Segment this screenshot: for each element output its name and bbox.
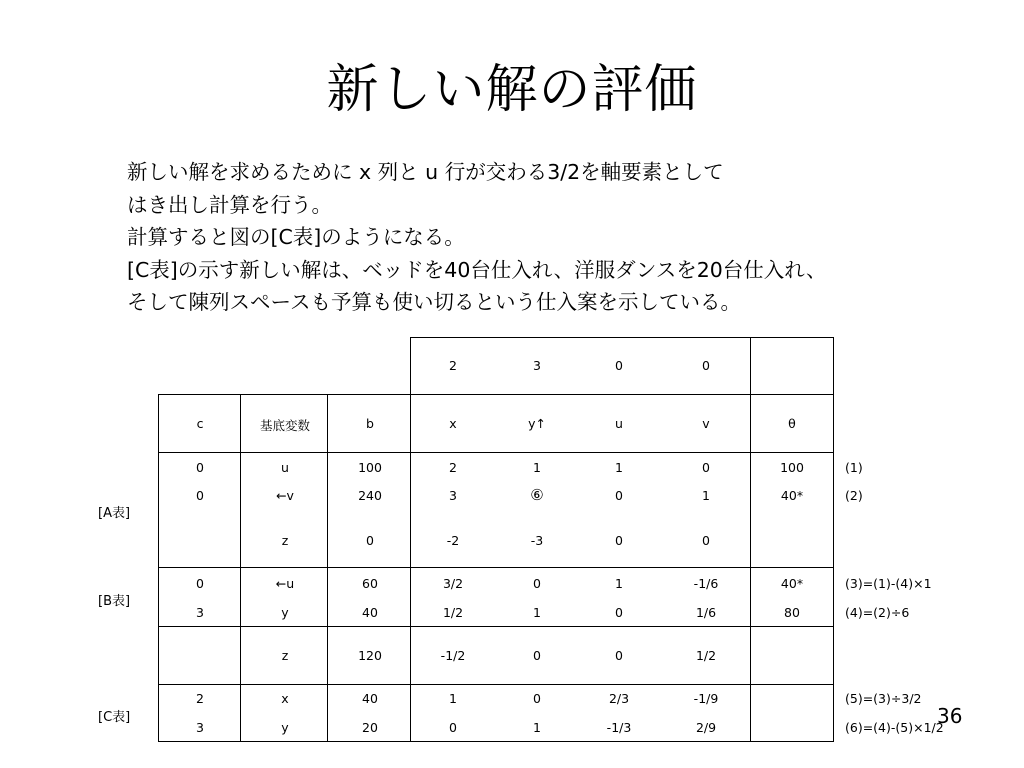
cell: 20	[362, 720, 378, 735]
cell: u	[281, 460, 289, 475]
cost-cell-v: 0	[702, 358, 710, 373]
row-note: (3)=(1)-(4)×1	[845, 576, 932, 591]
cell: 1/2	[695, 648, 717, 663]
cell: ←v	[276, 488, 294, 503]
cell: 2/3	[608, 691, 630, 706]
header-x: x	[449, 416, 457, 431]
cell: z	[281, 533, 289, 548]
body-line: そして陳列スペースも予算も使い切るという仕入案を示している。	[127, 290, 741, 314]
cell: 0	[615, 605, 623, 620]
cell: -1/2	[440, 648, 466, 663]
cell: 0	[533, 648, 541, 663]
cell: 3	[196, 605, 204, 620]
table-line	[240, 394, 241, 741]
cell: 2	[449, 460, 457, 475]
cost-cell-y: 3	[533, 358, 541, 373]
cell: 1	[702, 488, 710, 503]
cell: x	[281, 691, 289, 706]
body-line: 計算すると図の[C表]のようになる。	[127, 225, 465, 249]
cell: 0	[615, 533, 623, 548]
table-line	[410, 337, 411, 741]
cell: 40	[362, 605, 378, 620]
cell: 0	[366, 533, 374, 548]
table-line	[327, 394, 328, 741]
cell: 1	[615, 460, 623, 475]
table-line	[158, 741, 834, 742]
cell: -3	[530, 533, 544, 548]
section-label-a: [A表]	[98, 506, 131, 521]
cell: 3	[196, 720, 204, 735]
cell: 0	[533, 691, 541, 706]
table-line	[158, 684, 834, 685]
cell: 120	[358, 648, 382, 663]
slide-title: 新しい解の評価	[326, 60, 698, 120]
cost-cell-u: 0	[615, 358, 623, 373]
cell: 1	[449, 691, 457, 706]
table-line	[410, 337, 834, 338]
cell: -1/3	[606, 720, 632, 735]
cell: 2	[196, 691, 204, 706]
row-note: (4)=(2)÷6	[845, 605, 910, 620]
header-y: y↑	[528, 416, 546, 431]
cell: 40*	[780, 488, 804, 503]
cell: 0	[702, 533, 710, 548]
header-basis: 基底変数	[259, 418, 311, 433]
cell: 2/9	[695, 720, 717, 735]
body-line: [C表]の示す新しい解は、ベッドを40台仕入れ、洋服ダンスを20台仕入れ、	[127, 257, 827, 282]
cell: -2	[446, 533, 460, 548]
cell: 0	[615, 488, 623, 503]
cell: y	[281, 720, 289, 735]
row-note: (1)	[845, 460, 863, 475]
page-number: 36	[937, 704, 963, 728]
header-b: b	[366, 416, 374, 431]
cell: -1/9	[693, 691, 719, 706]
header-u: u	[615, 416, 623, 431]
table-line	[158, 394, 834, 395]
cell: 60	[362, 576, 378, 591]
cell: 0	[196, 576, 204, 591]
cell: 240	[358, 488, 382, 503]
cell: 40	[362, 691, 378, 706]
cell: y	[281, 605, 289, 620]
row-note: (6)=(4)-(5)×1/2	[845, 720, 944, 735]
table-line	[158, 394, 159, 741]
cell: 3	[449, 488, 457, 503]
cell: -1/6	[693, 576, 719, 591]
cell: 1	[533, 720, 541, 735]
cell: 1	[533, 605, 541, 620]
header-theta: θ	[788, 416, 796, 431]
cell: 1	[615, 576, 623, 591]
cell: 100	[358, 460, 382, 475]
cell: 1	[533, 460, 541, 475]
header-c: c	[196, 416, 204, 431]
cell: z	[281, 648, 289, 663]
row-note: (5)=(3)÷3/2	[845, 691, 922, 706]
cell: 0	[702, 460, 710, 475]
pivot-cell: ⑥	[530, 486, 544, 504]
cell: 80	[784, 605, 800, 620]
cell: 1/2	[442, 605, 464, 620]
cell: 40*	[780, 576, 804, 591]
table-line	[833, 337, 834, 742]
cell: 0	[196, 488, 204, 503]
body-line: はき出し計算を行う。	[127, 192, 332, 217]
cell: 3/2	[442, 576, 464, 591]
cell: 100	[780, 460, 804, 475]
header-v: v	[702, 416, 710, 431]
body-line: 新しい解を求めるために x 列と u 行が交わる3/2を軸要素として	[127, 160, 724, 184]
table-line	[158, 452, 834, 453]
slide-body	[127, 156, 987, 319]
section-label-c: [C表]	[98, 710, 131, 725]
cost-cell-x: 2	[449, 358, 457, 373]
cell: 1/6	[695, 605, 717, 620]
cell: 0	[533, 576, 541, 591]
cell: 0	[615, 648, 623, 663]
cell: ←u	[275, 576, 295, 591]
cell: 0	[449, 720, 457, 735]
table-line	[158, 567, 834, 568]
row-note: (2)	[845, 488, 863, 503]
table-line	[750, 337, 751, 741]
cell: 0	[196, 460, 204, 475]
section-label-b: [B表]	[98, 594, 131, 609]
table-line	[158, 626, 834, 627]
